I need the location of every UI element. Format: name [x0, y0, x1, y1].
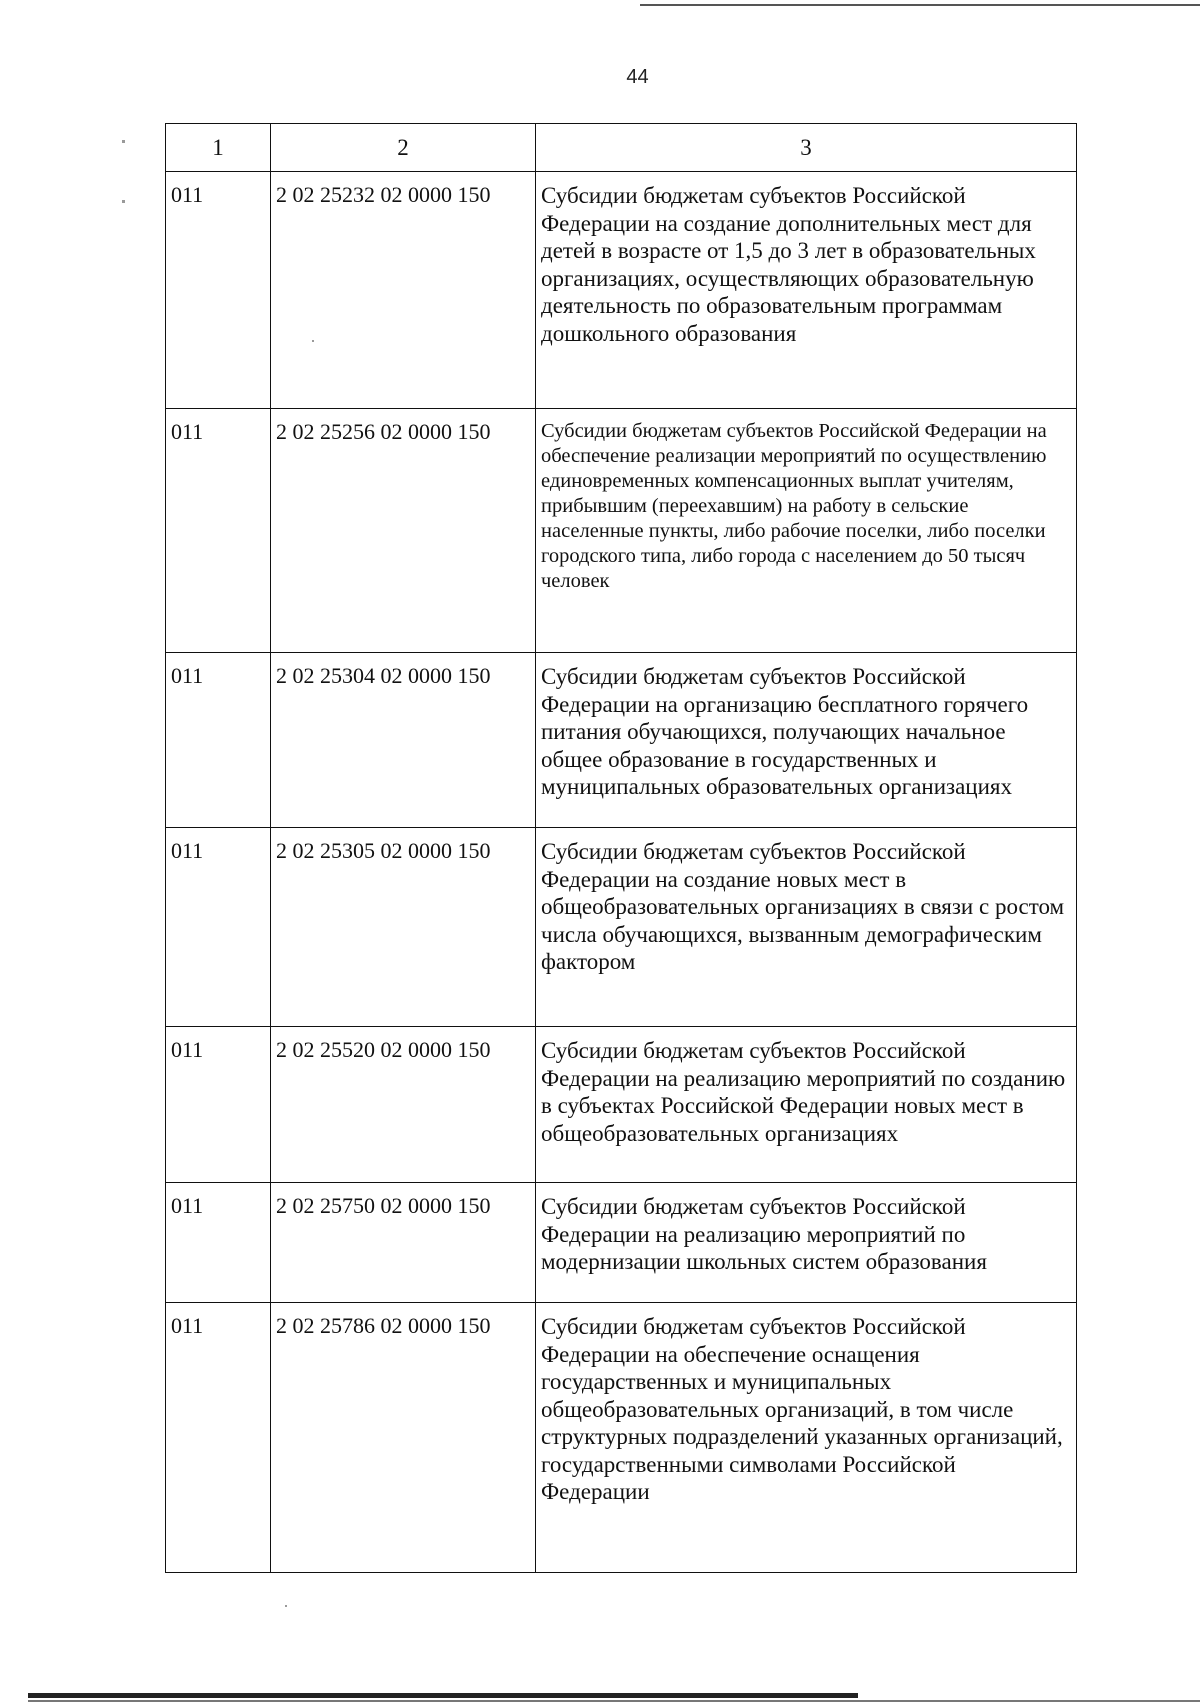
page-number: 44 — [626, 66, 649, 88]
table-row — [166, 409, 1077, 653]
admin-code-cell: 011 — [171, 1037, 204, 1062]
budget-code-cell: 2 02 25786 02 0000 150 — [276, 1313, 491, 1338]
description-cell: Субсидии бюджетам субъектов Российской Федерации на обеспечение реализации мероприятий по осуществлению единовременных компенсационных выплат учителям, прибывшим (переехавшим) на работу в сельские населенные пункты, либо рабочие поселки, либо поселки городского типа, либо города с населением до 50 тысяч человек — [541, 420, 1047, 592]
table-row — [166, 653, 1077, 828]
description-cell: Субсидии бюджетам субъектов Российской Федерации на обеспечение оснащения государственных и муниципальных общеобразовательных организаций, в том числе структурных подразделений указанных организаций, государственными символами Российской Федерации — [541, 1314, 1063, 1504]
table-row — [166, 1027, 1077, 1183]
budget-code-cell: 2 02 25304 02 0000 150 — [276, 663, 491, 688]
scan-speck — [122, 140, 125, 143]
header-cell-1: 1 — [166, 124, 271, 172]
description-cell: Субсидии бюджетам субъектов Российской Федерации на создание дополнительных мест для детей в возрасте от 1,5 до 3 лет в образовательных организациях, осуществляющих образовательную деятельность по образовательным программам дошкольного образования — [541, 183, 1036, 346]
admin-code-cell: 011 — [171, 1193, 204, 1218]
description-cell: Субсидии бюджетам субъектов Российской Федерации на реализацию мероприятий по созданию в субъектах Российской Федерации новых мест в общеобразовательных организациях — [541, 1038, 1066, 1146]
budget-code-cell: 2 02 25232 02 0000 150 — [276, 182, 491, 207]
description-cell: Субсидии бюджетам субъектов Российской Федерации на организацию бесплатного горячего питания обучающихся, получающих начальное общее образование в государственных и муниципальных образовательных организациях — [541, 664, 1029, 799]
table-row — [166, 828, 1077, 1027]
description-cell: Субсидии бюджетам субъектов Российской Федерации на реализацию мероприятий по модернизации школьных систем образования — [541, 1194, 987, 1274]
table-row — [166, 1183, 1077, 1303]
table-row — [166, 1303, 1077, 1573]
scan-edge-line-bottom-thin — [28, 1700, 1200, 1702]
budget-code-cell: 2 02 25305 02 0000 150 — [276, 838, 491, 863]
description-cell: Субсидии бюджетам субъектов Российской Федерации на создание новых мест в общеобразовательных организациях в связи с ростом числа обучающихся, вызванным демографическим фактором — [541, 839, 1065, 974]
admin-code-cell: 011 — [171, 419, 204, 444]
budget-code-cell: 2 02 25750 02 0000 150 — [276, 1193, 491, 1218]
table-header-row — [166, 124, 1077, 172]
budget-code-cell: 2 02 25256 02 0000 150 — [276, 419, 491, 444]
scan-speck — [285, 1605, 287, 1607]
table-row — [166, 172, 1077, 409]
admin-code-cell: 011 — [171, 838, 204, 863]
header-cell-2: 2 — [271, 124, 536, 172]
budget-code-table — [165, 123, 1077, 1573]
scan-speck — [122, 200, 125, 203]
admin-code-cell: 011 — [171, 182, 204, 207]
scan-edge-line-top — [640, 4, 1200, 6]
admin-code-cell: 011 — [171, 663, 204, 688]
scan-edge-line-bottom — [28, 1693, 858, 1698]
header-cell-3: 3 — [536, 124, 1077, 172]
admin-code-cell: 011 — [171, 1313, 204, 1338]
budget-code-cell: 2 02 25520 02 0000 150 — [276, 1037, 491, 1062]
